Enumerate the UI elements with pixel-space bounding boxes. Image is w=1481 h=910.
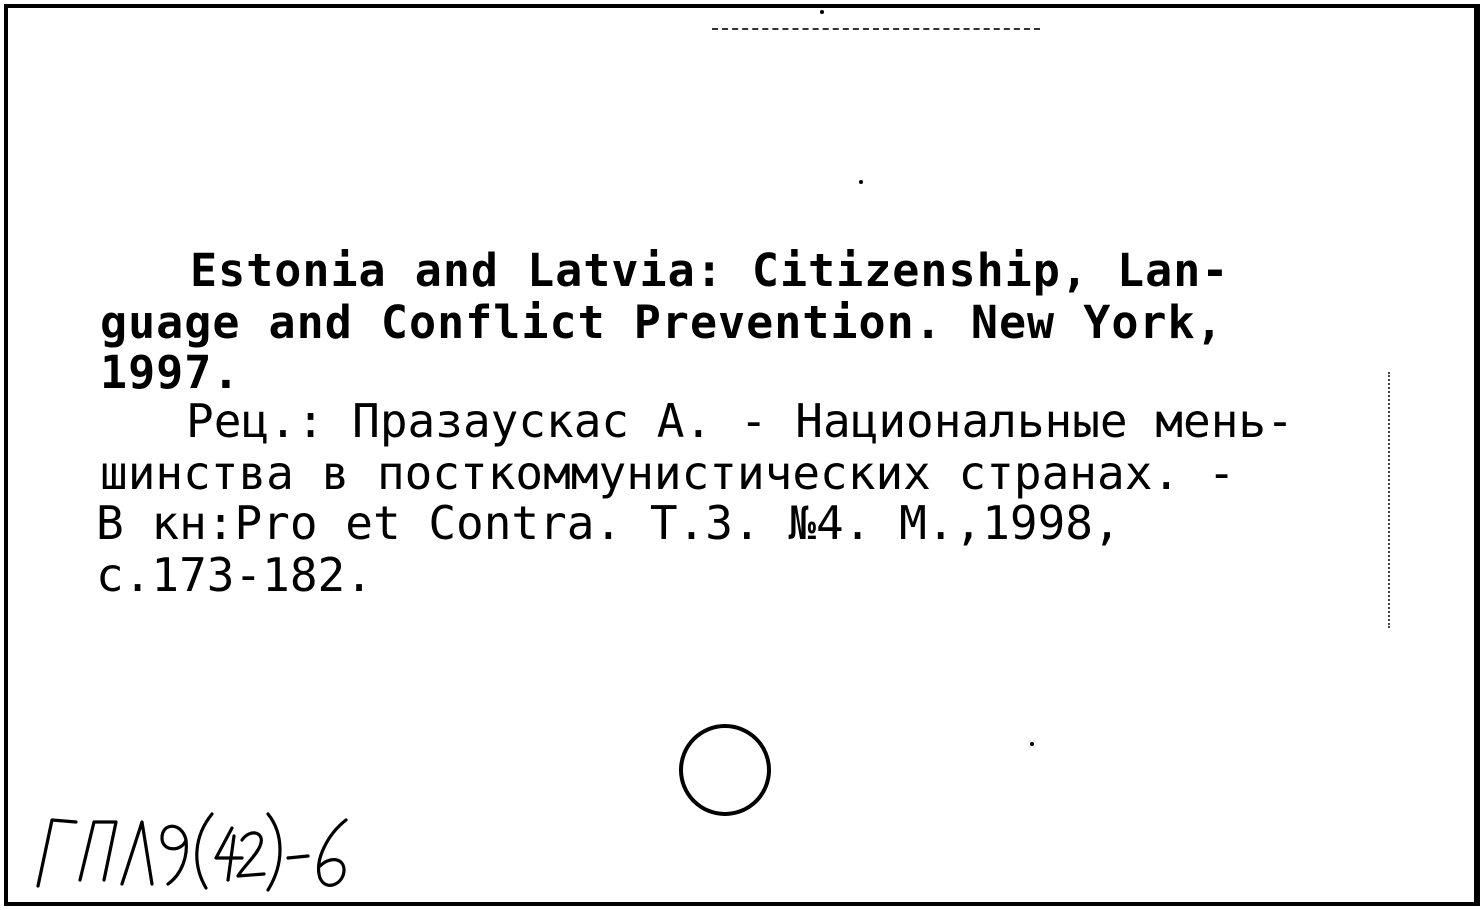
handwritten-shelfmark [30,800,390,895]
review-line-3: В кн:Pro et Contra. Т.3. №4. М.,1998, [96,496,1121,550]
title-line-2: guage and Conflict Prevention. New York, [100,296,1224,349]
speck [859,180,863,184]
speck [820,10,824,14]
speck [1030,742,1034,746]
title-line-3: 1997. [100,346,241,399]
right-margin-marks [1388,372,1390,628]
review-line-2: шинства в посткоммунистических странах. - [100,446,1236,500]
review-line-1: Рец.: Празаускас А. - Национальные мень- [186,394,1294,448]
review-line-4: с.173-182. [96,548,373,602]
top-edge-mark [712,28,1040,30]
punch-hole [679,724,771,816]
title-line-1: Estonia and Latvia: Citizenship, Lan- [190,244,1230,297]
